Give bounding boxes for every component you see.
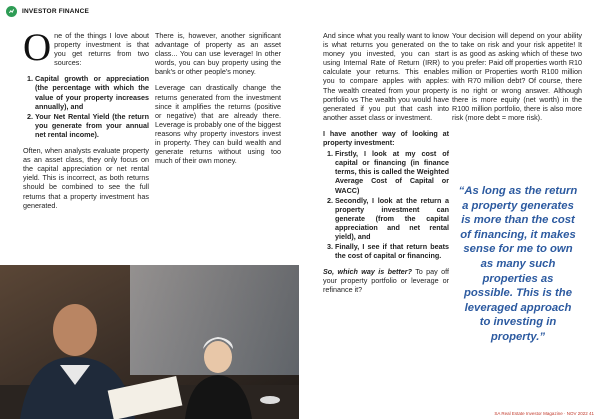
section-title: INVESTOR FINANCE xyxy=(22,7,90,15)
closing-paragraph: So, which way is better? To pay off your property portfolio or leverage or refinance it? xyxy=(323,267,449,295)
list-item: 2. Secondly, I look at the return a property investment can generate (from the capital appreciation and net rental yield), and xyxy=(335,196,449,241)
list-item: 2. Your Net Rental Yield (the return you generate from your annual net rental income). xyxy=(35,112,149,139)
analysis-list xyxy=(323,149,449,260)
footer-text: SA Real Estate Investor Magazine · NOV 2022 xyxy=(494,411,588,416)
list-item: 3. Finally, I see if that return beats the cost of capital or financing. xyxy=(335,242,449,260)
list-item: 1. Capital growth or appreciation (the percentage with which the value of your property increases annually), and xyxy=(35,74,149,110)
body-paragraph: And since what you really want to know is what returns you generated on the money you invested, you can start using Internal Rate of Return (IRR) to calculate your returns. This enables you to compare apples with apples: The wealth created from your property portfolio vs The wealth you would have generated if you put that cash into another asset class or investment. xyxy=(323,31,449,122)
investor-finance-badge-icon xyxy=(6,6,17,17)
business-meeting-photo xyxy=(0,265,299,419)
column-4 xyxy=(452,31,582,129)
body-paragraph: Leverage can drastically change the returns generated from the investment since it amplifies the returns (positive or negative) that are already there. Leverage is probably one of the biggest reasons why property investors invest in property. They can build wealth and generate returns without using too much of their own money. xyxy=(155,83,281,166)
subheading: I have another way of looking at property investment: xyxy=(323,128,449,148)
section-header xyxy=(6,4,89,18)
page-number: 41 xyxy=(588,411,594,416)
body-paragraph: Your decision will depend on your ability to take on risk and your risk appetite! It is as good as asking which of these two you prefer: Paid off properties worth R10 million or Properties worth R100 million with R70 million debt? Of course, there is no right or wrong answer. Although there is more equity (net worth) in the R100 million portfolio, there is also more risk (more debt = more risk). xyxy=(452,31,582,122)
list-item: 1. Firstly, I look at my cost of capital or financing (in finance terms, this is called the Weighted Average Cost of Capital or WACC) xyxy=(335,149,449,194)
returns-list xyxy=(23,74,149,139)
column-2 xyxy=(155,31,281,172)
body-paragraph: Often, when analysts evaluate property as an asset class, they only focus on the capital appreciation or net rental yield. This is incorrect, as both returns should be combined to see the full returns that a property investment has generated. xyxy=(23,146,149,210)
drop-cap: O xyxy=(23,26,52,69)
body-paragraph: There is, however, another significant advantage of property as an asset class... You can use leverage! In other words, you can buy property using the bank's or other people's money. xyxy=(155,31,281,77)
pull-quote: “As long as the return a property generates is more than the cost of financing, it makes sense for me to own as many such properties as possible. This is the leveraged approach to investing in property.” xyxy=(458,185,578,343)
page-footer xyxy=(494,411,594,416)
column-1 xyxy=(23,26,149,217)
intro-paragraph: One of the things I love about property investment is that you get returns from two sources: xyxy=(23,26,149,69)
column-3 xyxy=(323,31,449,302)
question-text: So, which way is better? xyxy=(323,267,412,277)
